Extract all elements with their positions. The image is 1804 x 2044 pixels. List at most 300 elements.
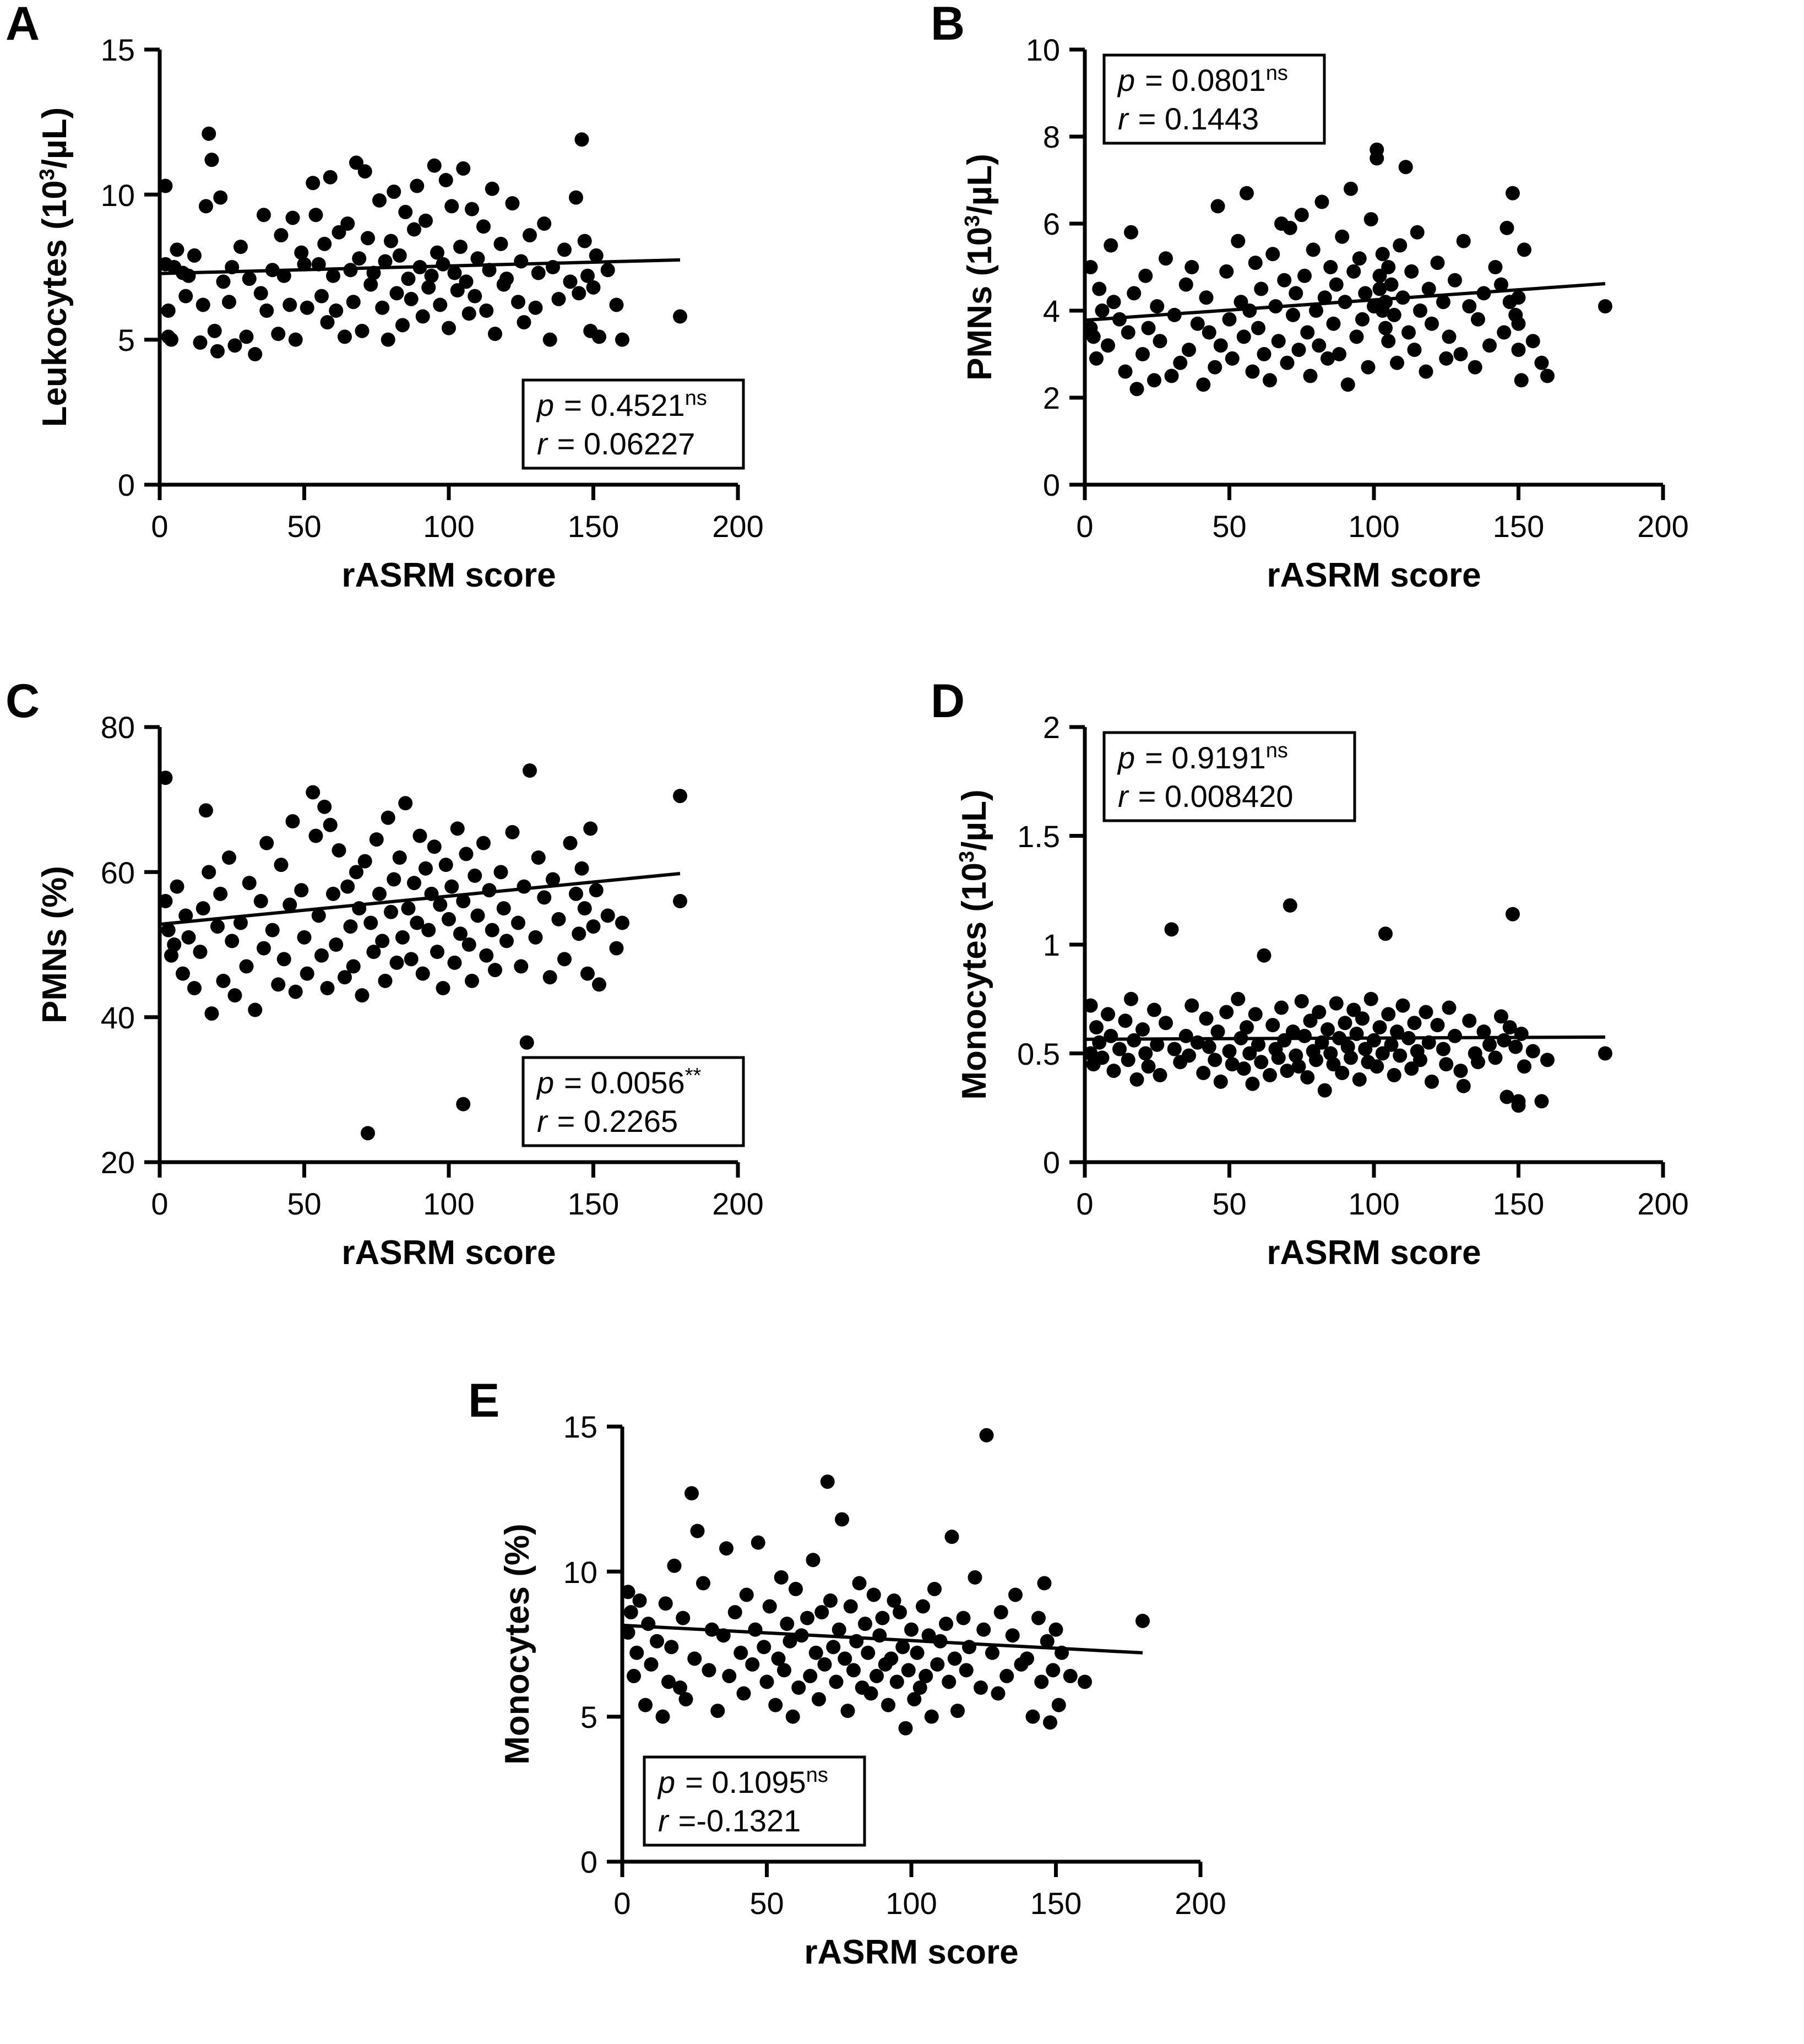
data-point (1329, 278, 1344, 292)
data-point (638, 1698, 653, 1712)
data-point (395, 930, 410, 945)
svg-text:PMNs (103/µL): PMNs $(10^3/\mu L)$ (961, 154, 999, 381)
data-point (890, 1674, 904, 1689)
data-point (994, 1605, 1008, 1619)
data-point (222, 850, 236, 865)
data-point (439, 858, 453, 872)
data-point (228, 338, 242, 353)
panel-b-stats-box (1104, 55, 1324, 143)
data-point (1078, 1674, 1092, 1689)
data-point (589, 883, 604, 897)
data-point (1231, 234, 1245, 248)
data-point (974, 1680, 988, 1695)
data-point (1526, 1044, 1540, 1059)
data-point (248, 1003, 262, 1017)
data-point (202, 865, 216, 879)
data-point (1468, 360, 1482, 375)
data-point (170, 242, 184, 257)
data-point (468, 289, 482, 303)
data-point (1462, 1013, 1476, 1028)
data-point (1297, 269, 1312, 283)
data-point (1208, 1053, 1222, 1067)
svg-text:10: 10 (1025, 32, 1060, 67)
svg-text:PMNs (%): PMNs (%) (36, 866, 74, 1023)
data-point (1408, 343, 1422, 357)
data-point (1124, 992, 1138, 1006)
data-point (1442, 1001, 1457, 1015)
data-point (823, 1593, 838, 1608)
data-point (1184, 999, 1199, 1013)
data-point (768, 1698, 783, 1712)
data-point (479, 303, 493, 318)
data-point (259, 836, 274, 850)
data-point (722, 1669, 736, 1683)
data-point (1248, 256, 1263, 270)
data-point (1598, 299, 1612, 313)
data-point (346, 959, 361, 974)
data-point (442, 321, 456, 335)
data-point (497, 901, 511, 915)
data-point (578, 234, 592, 248)
data-point (985, 1646, 999, 1660)
data-point (893, 1605, 907, 1619)
data-point (309, 208, 323, 222)
data-point (271, 327, 285, 341)
data-point (1153, 1068, 1167, 1082)
data-point (314, 948, 329, 963)
data-point (1046, 1663, 1060, 1677)
svg-text:0: 0 (1076, 509, 1094, 544)
panel-b-ytick-labels (1026, 32, 1060, 502)
data-point (1240, 1020, 1254, 1034)
data-point (578, 901, 592, 915)
data-point (1512, 343, 1526, 357)
data-point (844, 1600, 858, 1614)
data-point (254, 286, 268, 300)
data-point (1182, 343, 1196, 357)
data-point (1289, 286, 1303, 300)
data-point (621, 1625, 635, 1640)
data-point (552, 292, 566, 306)
data-point (317, 237, 332, 251)
data-point (436, 981, 450, 995)
data-point (1283, 898, 1297, 913)
svg-text:0: 0 (613, 1886, 631, 1921)
svg-text:50: 50 (1212, 509, 1247, 544)
data-point (1512, 290, 1526, 305)
data-point (202, 127, 216, 141)
data-point (1431, 256, 1445, 270)
data-point (1488, 260, 1503, 274)
data-point (1419, 1005, 1433, 1019)
data-point (1378, 321, 1393, 335)
data-point (355, 324, 370, 338)
svg-text:2: 2 (1042, 381, 1060, 415)
data-point (523, 228, 537, 242)
data-point (196, 297, 210, 312)
panel-c-ytick-labels (101, 710, 135, 1180)
data-point (511, 295, 525, 309)
data-point (531, 266, 546, 280)
svg-text:p= 0.9191ns: $p = 0.9191^{ns}$ (1118, 739, 1288, 775)
data-point (363, 916, 378, 930)
data-point (748, 1623, 763, 1637)
data-point (257, 208, 271, 222)
data-point (514, 959, 528, 974)
data-point (543, 333, 557, 347)
data-point (1373, 1020, 1387, 1034)
svg-text:Monocytes (%): Monocytes (%) (498, 1523, 536, 1765)
data-point (812, 1692, 826, 1706)
data-point (499, 934, 514, 948)
svg-text:p= 0.0801ns: $p = 0.0801^{ns}$ (1118, 62, 1288, 97)
data-point (332, 843, 346, 858)
data-point (586, 280, 601, 295)
data-point (864, 1687, 878, 1701)
data-point (329, 303, 343, 318)
data-point (1165, 369, 1179, 383)
data-point (182, 930, 196, 945)
svg-text:100: 100 (1348, 1186, 1400, 1221)
panel-a-xtick-labels (151, 509, 763, 544)
data-point (867, 1587, 881, 1602)
data-point (1246, 365, 1260, 379)
data-point (320, 981, 335, 995)
data-point (1265, 247, 1280, 261)
data-point (485, 923, 499, 937)
data-point (485, 182, 499, 196)
data-point (1008, 1587, 1023, 1602)
data-point (170, 880, 184, 894)
data-point (1352, 251, 1367, 265)
data-point (916, 1600, 930, 1614)
data-point (876, 1611, 890, 1625)
panel-a-ytick-labels (101, 32, 135, 502)
data-point (870, 1669, 884, 1683)
data-point (1381, 1007, 1395, 1021)
data-point (1006, 1628, 1020, 1642)
data-point (1104, 238, 1118, 253)
data-point (1352, 1072, 1367, 1087)
svg-text:200: 200 (1637, 1186, 1689, 1221)
data-point (569, 191, 583, 205)
data-point (393, 850, 407, 865)
data-point (456, 1097, 470, 1112)
svg-text:0: 0 (117, 468, 135, 502)
data-point (1191, 317, 1205, 331)
data-point (1540, 1053, 1555, 1067)
data-point (340, 880, 355, 894)
svg-text:150: 150 (1492, 509, 1545, 544)
data-point (395, 318, 410, 332)
panel-a-stats-box (523, 380, 743, 468)
svg-text:6: 6 (1042, 207, 1060, 241)
data-point (1127, 286, 1141, 300)
data-point (1219, 264, 1234, 279)
panel-e (463, 1374, 1344, 2027)
data-point (1457, 234, 1471, 248)
data-point (1263, 373, 1277, 387)
data-point (1142, 321, 1156, 335)
svg-text:10: 10 (100, 178, 135, 213)
data-point (1153, 334, 1167, 348)
data-point (1211, 199, 1225, 213)
data-point (370, 832, 384, 847)
data-point (300, 301, 314, 315)
data-point (1335, 230, 1349, 244)
data-point (745, 1657, 759, 1672)
data-point (1295, 208, 1309, 222)
data-point (1063, 1669, 1078, 1683)
panel-d-xtick-labels (1076, 1186, 1688, 1221)
data-point (1419, 365, 1433, 379)
data-point (1026, 1710, 1040, 1724)
data-point (601, 908, 615, 923)
data-point (1214, 1075, 1228, 1089)
svg-text:Leukocytes (103/µL): Leukocytes $(10^3/\mu L)$ (36, 107, 74, 427)
data-point (300, 967, 314, 981)
data-point (751, 1536, 765, 1550)
data-point (1508, 1040, 1523, 1054)
svg-text:0: 0 (1042, 1145, 1060, 1180)
data-point (1344, 1050, 1358, 1065)
data-point (444, 880, 459, 894)
data-point (1147, 373, 1161, 387)
data-point (1130, 382, 1144, 396)
panel-e-stats-box (644, 1757, 865, 1845)
data-point (196, 901, 210, 915)
data-point (633, 1593, 647, 1608)
data-point (664, 1640, 678, 1654)
data-point (1280, 356, 1295, 370)
data-point (488, 963, 502, 977)
data-point (1225, 351, 1240, 366)
data-point (161, 303, 176, 318)
data-point (832, 1623, 846, 1637)
data-point (1341, 377, 1355, 392)
panel-b-ylabel (961, 154, 999, 381)
data-point (789, 1582, 803, 1596)
svg-text:40: 40 (100, 1000, 135, 1035)
data-point (176, 967, 190, 981)
data-point (419, 214, 433, 228)
data-point (381, 333, 395, 347)
data-point (531, 850, 546, 865)
data-point (1089, 1020, 1104, 1034)
data-point (1370, 1059, 1384, 1073)
data-point (1248, 1007, 1263, 1021)
panel-d-plot (925, 677, 1804, 1327)
data-point (1471, 312, 1485, 327)
data-point (791, 1680, 806, 1695)
data-point (257, 941, 271, 956)
data-point (233, 240, 248, 254)
data-point (520, 1035, 534, 1050)
data-point (271, 977, 285, 991)
data-point (1086, 329, 1101, 344)
data-point (439, 173, 453, 187)
data-point (1222, 1044, 1237, 1059)
svg-text:0: 0 (151, 509, 169, 544)
data-point (939, 1617, 953, 1631)
svg-text:50: 50 (287, 509, 322, 544)
regression-line (1085, 284, 1605, 320)
data-point (1454, 1064, 1468, 1078)
svg-text:15: 15 (563, 1409, 597, 1444)
data-point (1364, 212, 1378, 226)
data-point (358, 854, 372, 869)
data-point (355, 988, 370, 1002)
data-point (242, 272, 257, 286)
data-point (1506, 907, 1520, 921)
data-point (624, 1605, 638, 1619)
data-point (569, 887, 583, 901)
data-point (803, 1669, 817, 1683)
data-point (1401, 326, 1416, 340)
data-point (1107, 1064, 1121, 1078)
svg-text:200: 200 (712, 509, 764, 544)
regression-line (1085, 1037, 1605, 1039)
data-point (433, 898, 447, 912)
data-point (450, 821, 465, 836)
data-point (586, 919, 601, 934)
panel-b-trendline (1085, 284, 1605, 320)
data-point (543, 970, 557, 984)
data-point (1231, 992, 1245, 1006)
data-point (1121, 1053, 1135, 1067)
data-point (861, 1646, 875, 1660)
svg-text:8: 8 (1042, 120, 1060, 154)
data-point (462, 937, 476, 952)
data-point (976, 1623, 991, 1637)
data-point (1457, 1079, 1471, 1093)
data-point (471, 908, 485, 923)
data-point (806, 1553, 821, 1567)
data-point (1387, 308, 1401, 322)
data-point (1358, 286, 1372, 300)
data-point (1355, 1011, 1370, 1026)
data-point (1121, 326, 1135, 340)
data-point (1312, 338, 1326, 353)
data-point (575, 861, 589, 876)
data-point (899, 1721, 913, 1736)
data-point (164, 333, 178, 347)
data-point (494, 237, 508, 251)
data-point (182, 269, 196, 283)
panel-c-letter: C (6, 675, 40, 728)
data-point (927, 1582, 942, 1596)
data-point (950, 1704, 965, 1718)
data-point (1517, 242, 1531, 257)
data-point (1439, 351, 1453, 366)
data-point (309, 829, 323, 843)
svg-text:p= 0.0056**: p = 0.0056** (537, 1064, 702, 1100)
panel-c-stats-box (523, 1058, 743, 1146)
data-point (289, 333, 303, 347)
data-point (1512, 317, 1526, 331)
data-point (416, 967, 430, 981)
data-point (210, 344, 225, 359)
panel-c-plot (0, 677, 881, 1327)
data-point (1138, 269, 1153, 283)
data-point (968, 1570, 982, 1585)
data-point (572, 926, 586, 941)
data-point (387, 185, 401, 199)
data-point (436, 257, 450, 272)
svg-text:r= 0.008420: r = 0.008420 (1118, 779, 1294, 814)
svg-text:0: 0 (1076, 1186, 1094, 1221)
panel-b-points (1084, 143, 1613, 397)
data-point (306, 785, 320, 800)
data-point (1118, 1013, 1133, 1028)
data-point (193, 335, 208, 350)
data-point (346, 295, 361, 309)
data-point (242, 876, 257, 890)
data-point (240, 329, 254, 344)
data-point (1367, 1033, 1381, 1048)
data-point (361, 1126, 375, 1140)
data-point (1338, 1016, 1352, 1030)
data-point (1263, 1068, 1277, 1082)
data-point (1277, 273, 1291, 288)
data-point (506, 196, 520, 210)
data-point (1147, 1003, 1161, 1017)
data-point (901, 1663, 916, 1677)
data-point (1246, 1077, 1260, 1091)
data-point (592, 329, 606, 344)
data-point (506, 825, 520, 839)
data-point (1124, 225, 1138, 240)
data-point (1297, 1029, 1312, 1043)
data-point (1034, 1674, 1048, 1689)
panel-d-trendline (1085, 1037, 1605, 1039)
data-point (529, 301, 543, 315)
data-point (1410, 225, 1425, 240)
data-point (910, 1646, 925, 1660)
data-point (552, 912, 566, 926)
data-point (942, 1674, 956, 1689)
data-point (1182, 1048, 1196, 1062)
data-point (1413, 303, 1427, 318)
data-point (425, 269, 439, 283)
panel-a-points (159, 127, 688, 361)
panel-b-plot (925, 0, 1804, 650)
data-point (1300, 326, 1314, 340)
data-point (575, 132, 589, 147)
data-point (448, 266, 462, 280)
data-point (1265, 1018, 1280, 1032)
data-point (1506, 186, 1520, 200)
data-point (210, 919, 225, 934)
data-point (1272, 1050, 1286, 1065)
data-point (1413, 1053, 1427, 1067)
data-point (323, 818, 338, 832)
data-point (786, 1710, 800, 1724)
data-point (629, 1646, 644, 1660)
data-point (459, 274, 474, 289)
data-point (1295, 994, 1309, 1009)
data-point (1355, 312, 1370, 327)
data-point (563, 836, 578, 850)
data-point (358, 164, 372, 178)
panel-e-xlabel: rASRM score (804, 1933, 1019, 1971)
data-point (427, 839, 442, 854)
data-point (945, 1530, 959, 1544)
data-point (216, 974, 231, 988)
data-point (208, 324, 222, 338)
svg-text:10: 10 (563, 1555, 597, 1590)
svg-text:5: 5 (117, 323, 135, 357)
